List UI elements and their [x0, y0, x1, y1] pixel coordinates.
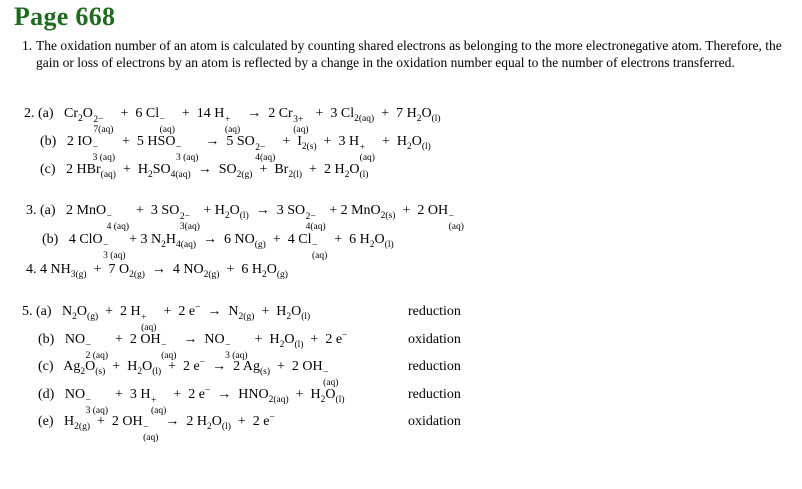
- equation-2b: (b) 2 IO − 3 (aq) + 5 HSO − 3 (aq) → 5 SO 2− 4(aq) + $I_{2(s)} + 3$ H + (aq) + $H_2O_{(l)}$: [40, 134, 431, 163]
- equation-5e: (e) $H_{2(g)} + 2$ OH − (aq) → 2 $H_2O_{(l)} + 2$ e−: [38, 412, 275, 443]
- question-text: The oxidation number of an atom is calculated by counting shared electrons as belonging to the more electronegative atom. Therefore, the gain or loss of electrons by an atom is reflected by a change in the oxidation number equal to the number of electrons transferred.: [36, 38, 782, 70]
- equation-4: 4. 4 $NH_{3(g)} + 7$ $O_{2(g)} \to 4$ $NO_{2(g)} + 6$ $H_2O_{(g)}$: [26, 262, 288, 280]
- equation-5a: 5. (a) $N_2O_{(g)} + 2$ H + (aq) + 2 $e^- \to N_{2(g)} + H_2O_{(l)}$: [22, 302, 311, 333]
- equation-5c: (c) $Ag_2O_{(s)} + H_2O_{(l)} + 2$ e− → 2 $Ag_{(s)} + 2$ OH − (aq): [38, 357, 339, 388]
- equation-label: 4.: [26, 262, 37, 277]
- equation-label: 5. (a): [22, 304, 52, 319]
- reaction-type: reduction: [408, 304, 461, 319]
- equation-label: (c): [40, 162, 56, 177]
- page-title: Page 668: [14, 2, 116, 31]
- equation-label: (b): [40, 134, 57, 149]
- equation-label: (d): [38, 387, 55, 402]
- reaction-type: oxidation: [408, 332, 461, 347]
- equation-2c: (c) 2 $HBr_{(aq)} + H_2SO_{4(aq)} \to SO_{2(g)} + Br_{2(l)} + 2$ $H_2O_{(l)}$: [40, 162, 369, 180]
- equation-3b: (b) 4 ClO − 3 (aq) + 3 $N_2H_{4(aq)} \to 6$ $NO_{(g)} + 4$ Cl − (aq) + 6 $H_2O_{(l)}$: [42, 232, 394, 261]
- question-number: 1.: [22, 38, 33, 53]
- equation-3a: 3. (a) 2 MnO − 4 (aq) + 3 SO 2− 3(aq) + $H_2O_{(l)} \to 3$ SO 2− 4(aq) + 2 MnO$_{2(s)}$ + 2 OH − (aq): [26, 203, 464, 232]
- equation-label: (b): [38, 332, 55, 347]
- equation-label: (e): [38, 414, 54, 429]
- reaction-type: oxidation: [408, 414, 461, 429]
- reaction-type: reduction: [408, 359, 461, 374]
- reaction-type: reduction: [408, 387, 461, 402]
- equation-label: (b): [42, 232, 59, 247]
- equation-5b: (b) NO − 2 (aq) + 2 OH − (aq) → NO − 3 (aq) + $H_2O_{(l)} + 2$ e−: [38, 330, 348, 361]
- equation-label: (c): [38, 359, 54, 374]
- equation-label: 2. (a): [24, 106, 54, 121]
- equation-2a: 2. (a) $Cr_2O$ 2− 7(aq) + 6 Cl − (aq) + 14 H + (aq) → 2 Cr 3+ (aq) + 3 $Cl_{2(aq)} + 7$ $H_2O_{(l)}$: [24, 106, 441, 135]
- equation-5d: (d) NO − 3 (aq) + 3 H + (aq) + 2 $e^- \to HNO_{2(aq)} + H_2O_{(l)}$: [38, 385, 345, 416]
- equation-label: 3. (a): [26, 203, 56, 218]
- question-1: [22, 38, 782, 71]
